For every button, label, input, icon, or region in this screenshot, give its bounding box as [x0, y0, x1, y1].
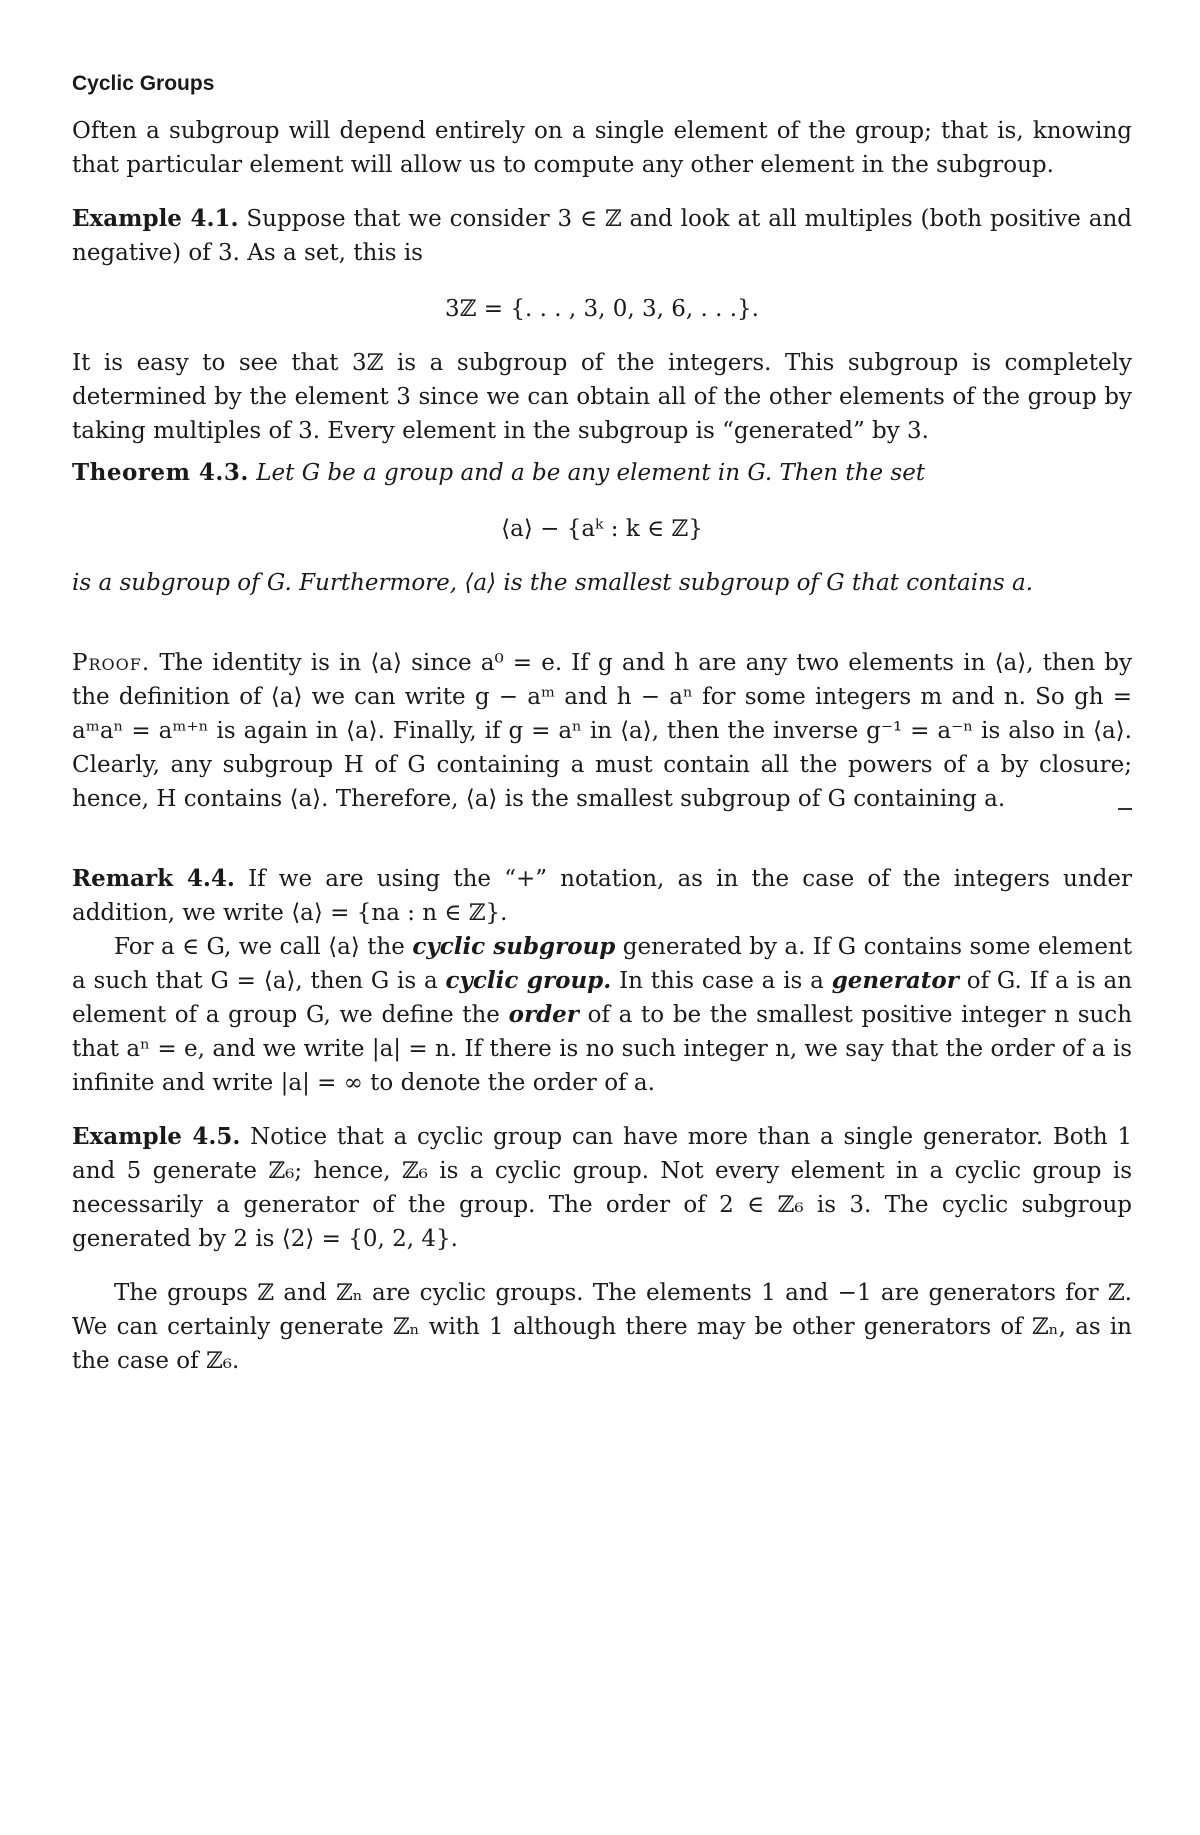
term-cyclic-subgroup: cyclic subgroup [412, 933, 616, 960]
term-cyclic-group: cyclic group. [445, 967, 612, 994]
proof-paragraph [72, 646, 1132, 816]
remark-4-4 [72, 862, 1132, 930]
example-4-1-after: It is easy to see that 3ℤ is a subgroup of the integers. This subgroup is completely determined by the element 3 since we can obtain all of the other elements of the group by taking multiples of 3. Every element in the subgroup is “generated” by 3. [72, 350, 1132, 444]
example-4-5 [72, 1120, 1132, 1256]
example-4-1-label: Example 4.1. [72, 205, 239, 232]
closing-paragraph: The groups ℤ and ℤₙ are cyclic groups. The elements 1 and −1 are generators for ℤ. We can certainly generate ℤₙ with 1 although there may be other generators of ℤₙ, as in the case of ℤ₆. [72, 1280, 1132, 1374]
example-4-5-text: Notice that a cyclic group can have more than a single generator. Both 1 and 5 generate ℤ₆; hence, ℤ₆ is a cyclic group. Not every element in a cyclic group is necessarily a generator of the group. The order of 2 ∈ ℤ₆ is 3. The cyclic subgroup generated by 2 is ⟨2⟩ = {0, 2, 4}. [72, 1124, 1133, 1252]
term-generator: generator [831, 967, 959, 994]
definition-part-3: In this case a is a [619, 968, 824, 994]
term-order: order [508, 1001, 579, 1028]
proof-label: Proof. [72, 650, 151, 676]
definition-part-4: of G. If a is an element of a group G, we define the [72, 968, 1133, 1028]
theorem-4-3-after: is a subgroup of G. Furthermore, ⟨a⟩ is the smallest subgroup of G that contains a. [72, 570, 1034, 596]
definition-part-2: generated by a. If G contains some element a such that G = ⟨a⟩, then G is a [72, 934, 1132, 994]
qed-mark [1118, 808, 1132, 810]
proof-text: The identity is in ⟨a⟩ since a⁰ = e. If g and h are any two elements in ⟨a⟩, then by the definition of ⟨a⟩ we can write g − aᵐ and h − aⁿ for some integers m and n. So gh = aᵐaⁿ = aᵐ⁺ⁿ is again in ⟨a⟩. Finally, if g = aⁿ in ⟨a⟩, then the inverse g⁻¹ = a⁻ⁿ is also in ⟨a⟩. Clearly, any subgroup H of G containing a must contain all the powers of a by closure; hence, H contains ⟨a⟩. Therefore, ⟨a⟩ is the smallest subgroup of G containing a. [72, 650, 1133, 812]
theorem-4-3 [72, 456, 1132, 490]
example-4-1-text: Suppose that we consider 3 ∈ ℤ and look at all multiples (both positive and negative) of 3. As a set, this is [72, 206, 1133, 266]
definition-paragraph [72, 930, 1132, 1100]
proof-block [72, 646, 1132, 816]
theorem-4-3-display: ⟨a⟩ − {aᵏ : k ∈ ℤ} [501, 516, 703, 542]
example-4-1-display: 3ℤ = {. . . , 3, 0, 3, 6, . . .}. [445, 296, 759, 322]
section-heading: Cyclic Groups [72, 72, 215, 95]
remark-4-4-text: If we are using the “+” notation, as in the case of the integers under addition, we write ⟨a⟩ = {na : n ∈ ℤ}. [72, 866, 1132, 926]
remark-4-4-label: Remark 4.4. [72, 865, 235, 892]
theorem-4-3-text: Let G be a group and a be any element in G. Then the set [256, 460, 926, 486]
theorem-4-3-label: Theorem 4.3. [72, 459, 249, 486]
example-4-1 [72, 202, 1132, 270]
intro-paragraph: Often a subgroup will depend entirely on a single element of the group; that is, knowing that particular element will allow us to compute any other element in the subgroup. [72, 118, 1132, 178]
definition-part-1: For a ∈ G, we call ⟨a⟩ the [114, 934, 405, 960]
document-page [72, 72, 1132, 1378]
example-4-5-label: Example 4.5. [72, 1123, 241, 1150]
definition-part-5: of a to be the smallest positive integer n such that aⁿ = e, and we write |a| = n. If there is no such integer n, we say that the order of a is infinite and write |a| = ∞ to denote the order of a. [72, 1002, 1133, 1096]
